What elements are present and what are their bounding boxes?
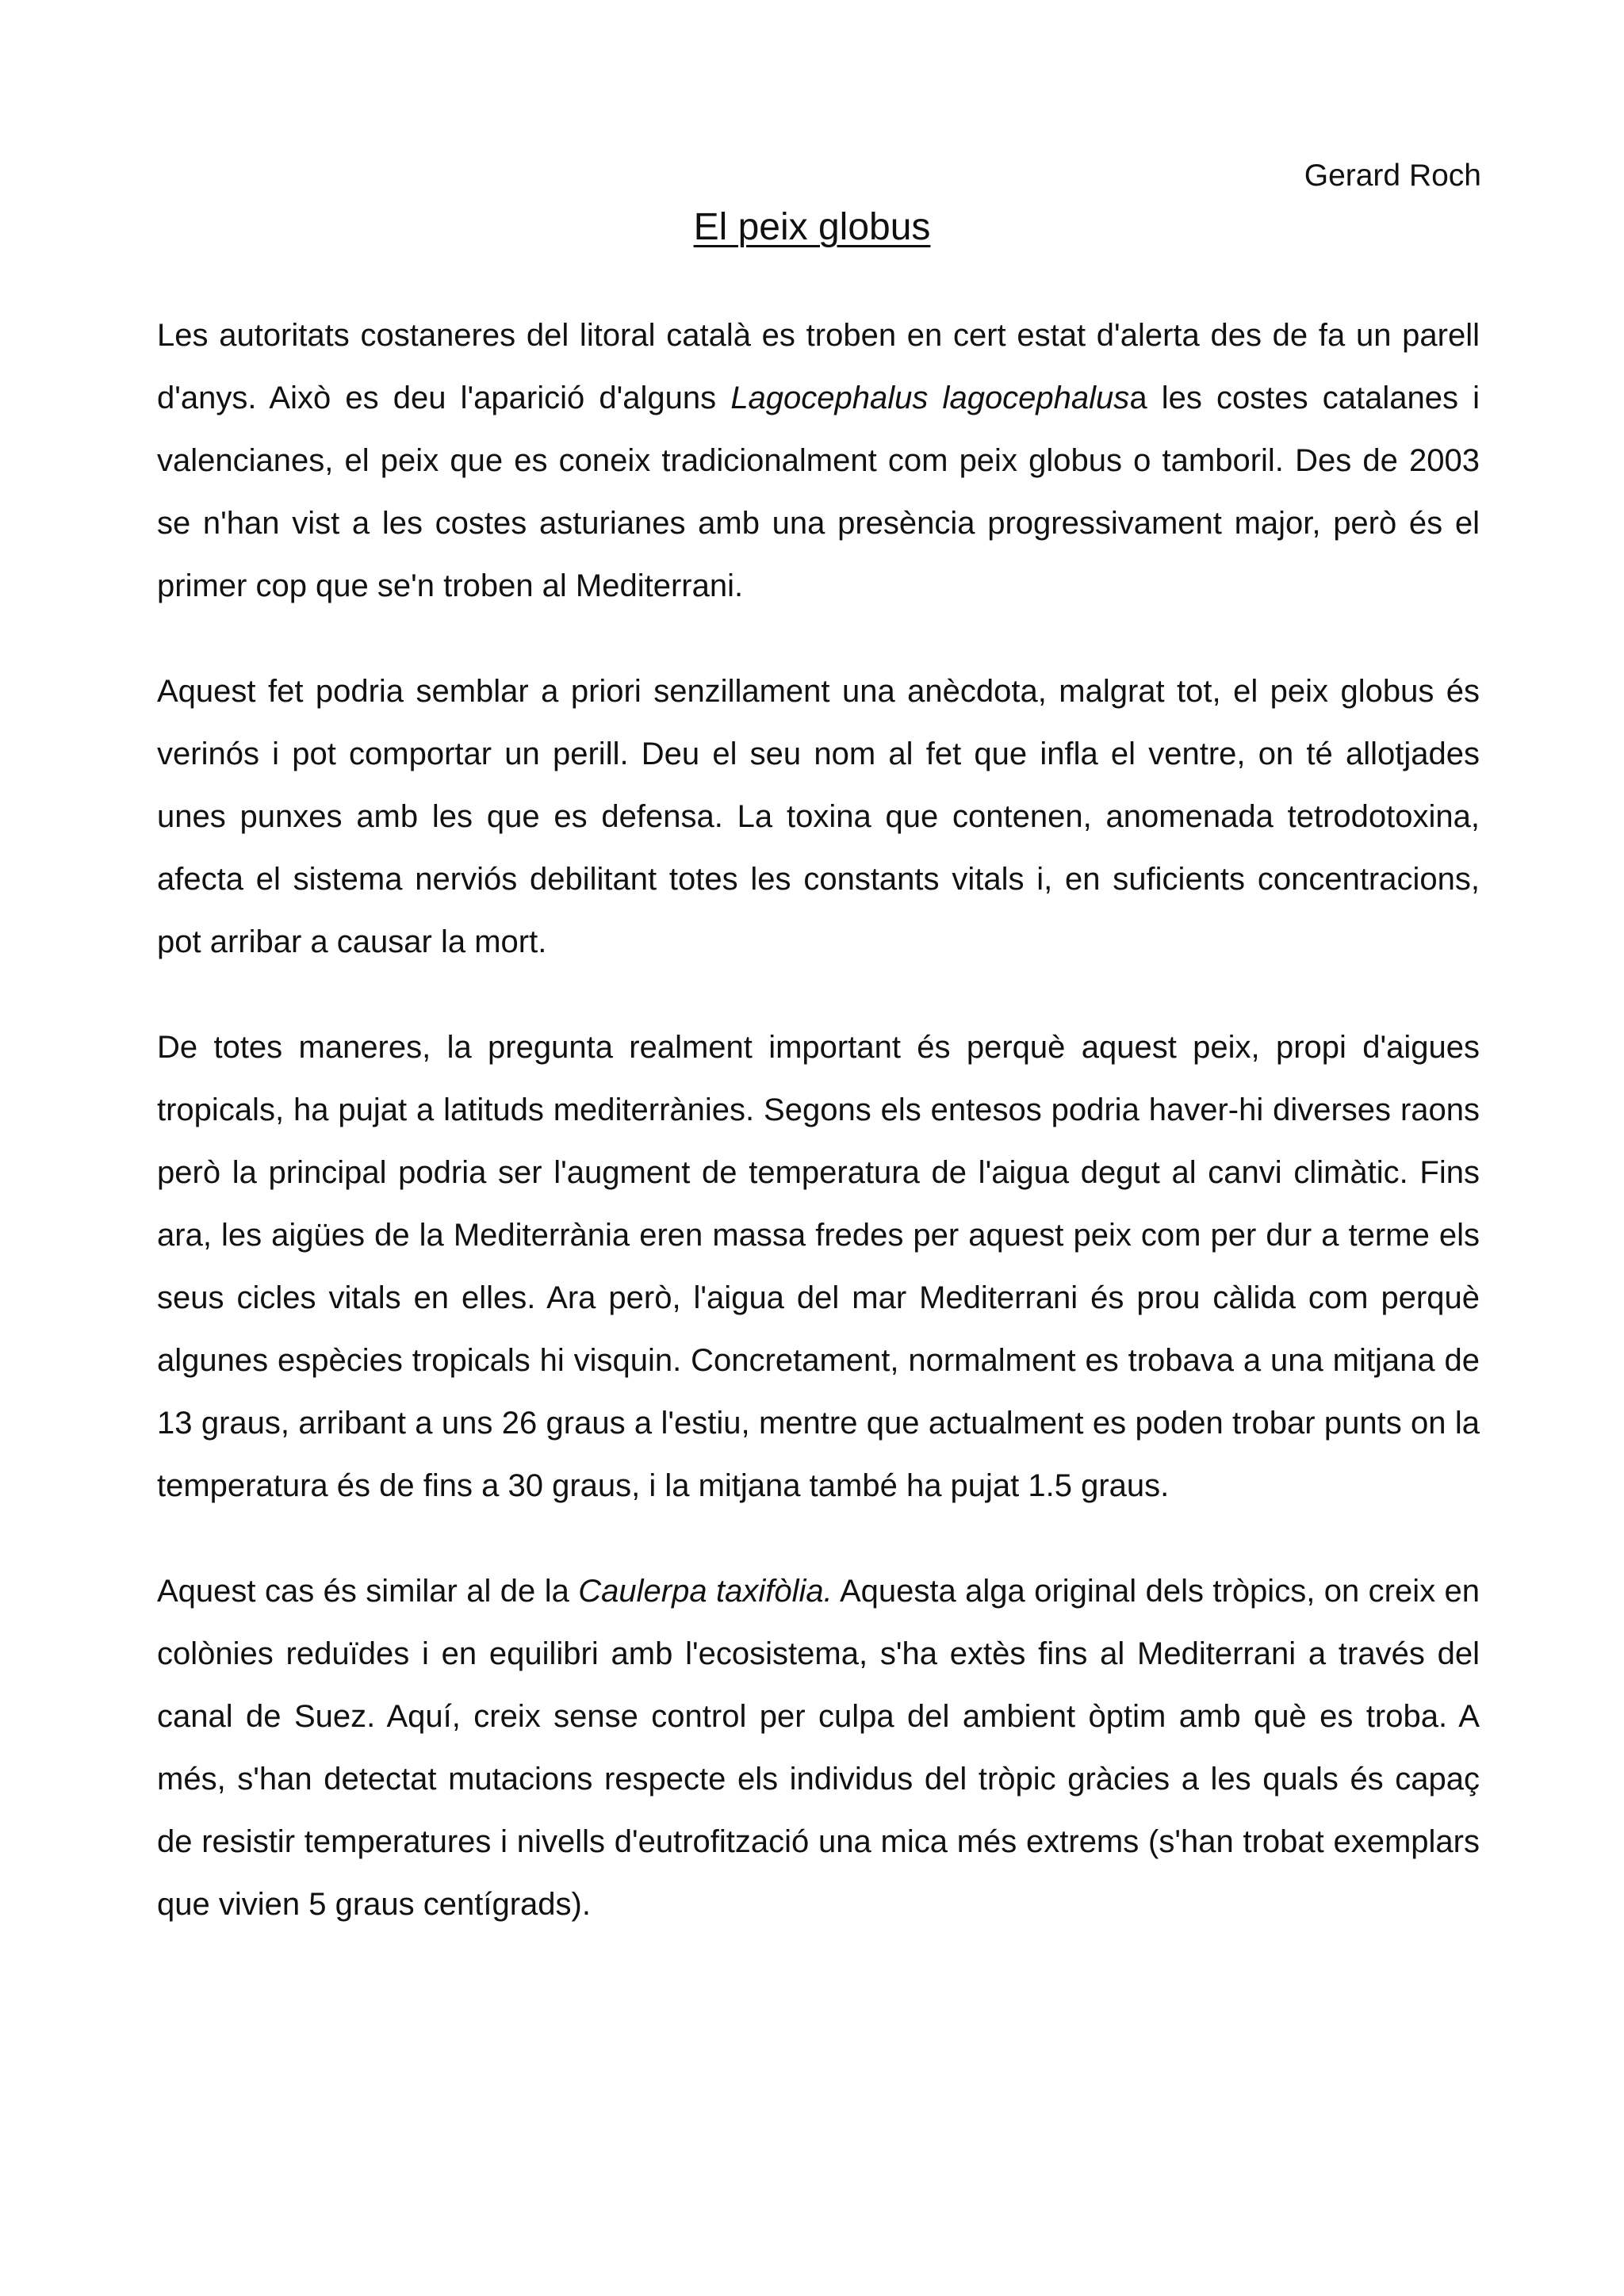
- paragraph-1-text-after: a les costes catalanes i valencianes, el peix que es coneix tradicionalment com peix globus o tamboril. Des de 2003 se n'han vist a les costes asturianes amb una presència progressivament major, però és el primer cop que se'n troben al Mediterrani.: [157, 381, 1480, 603]
- paragraph-1-text-before: Les autoritats costaneres del litoral català es troben en cert estat d'alerta des de fa un parell d'anys. Això es deu l'aparició d'alguns: [157, 318, 1480, 415]
- paragraph-3: [157, 1016, 1480, 1517]
- species-name-caulerpa: Caulerpa taxifòlia.: [578, 1574, 833, 1609]
- article-body: [157, 304, 1480, 1936]
- paragraph-1: [157, 304, 1480, 618]
- page-title-text: El peix globus: [693, 206, 931, 248]
- paragraph-4-text-before: Aquest cas és similar al de la: [157, 1574, 579, 1609]
- paragraph-2-text: Aquest fet podria semblar a priori senzillament una anècdota, malgrat tot, el peix globus és verinós i pot comportar un perill. Deu el seu nom al fet que infla el ventre, on té allotjades unes punxes amb les que es defensa. La toxina que contenen, anomenada tetrodotoxina, afecta el sistema nerviós debilitant totes les constants vitals i, en suficients concentracions, pot arribar a causar la mort.: [157, 674, 1480, 959]
- paragraph-4-text-after: Aquesta alga original dels tròpics, on creix en colònies reduïdes i en equilibri amb l'ecosistema, s'ha extès fins al Mediterrani a través del canal de Suez. Aquí, creix sense control per culpa del ambient òptim amb què es troba. A més, s'han detectat mutacions respecte els individus del tròpic gràcies a les quals és capaç de resistir temperatures i nivells d'eutrofització una mica més extrems (s'han trobat exemplars que vivien 5 graus centígrads).: [157, 1574, 1480, 1922]
- paragraph-2: [157, 660, 1480, 974]
- author-name: Gerard Roch: [1304, 159, 1481, 193]
- paragraph-4: [157, 1560, 1480, 1936]
- species-name-lagocephalus: Lagocephalus lagocephalus: [730, 381, 1130, 415]
- paragraph-3-text: De totes maneres, la pregunta realment important és perquè aquest peix, propi d'aigues tropicals, ha pujat a latituds mediterrànies. Segons els entesos podria haver-hi diverses raons però la principal podria ser l'augment de temperatura de l'aigua degut al canvi climàtic. Fins ara, les aigües de la Mediterrània eren massa fredes per aquest peix com per dur a terme els seus cicles vitals en elles. Ara però, l'aigua del mar Mediterrani és prou càlida com perquè algunes espècies tropicals hi visquin. Concretament, normalment es trobava a una mitjana de 13 graus, arribant a uns 26 graus a l'estiu, mentre que actualment es poden trobar punts on la temperatura és de fins a 30 graus, i la mitjana també ha pujat 1.5 graus.: [157, 1030, 1480, 1503]
- page-title: [0, 205, 1624, 251]
